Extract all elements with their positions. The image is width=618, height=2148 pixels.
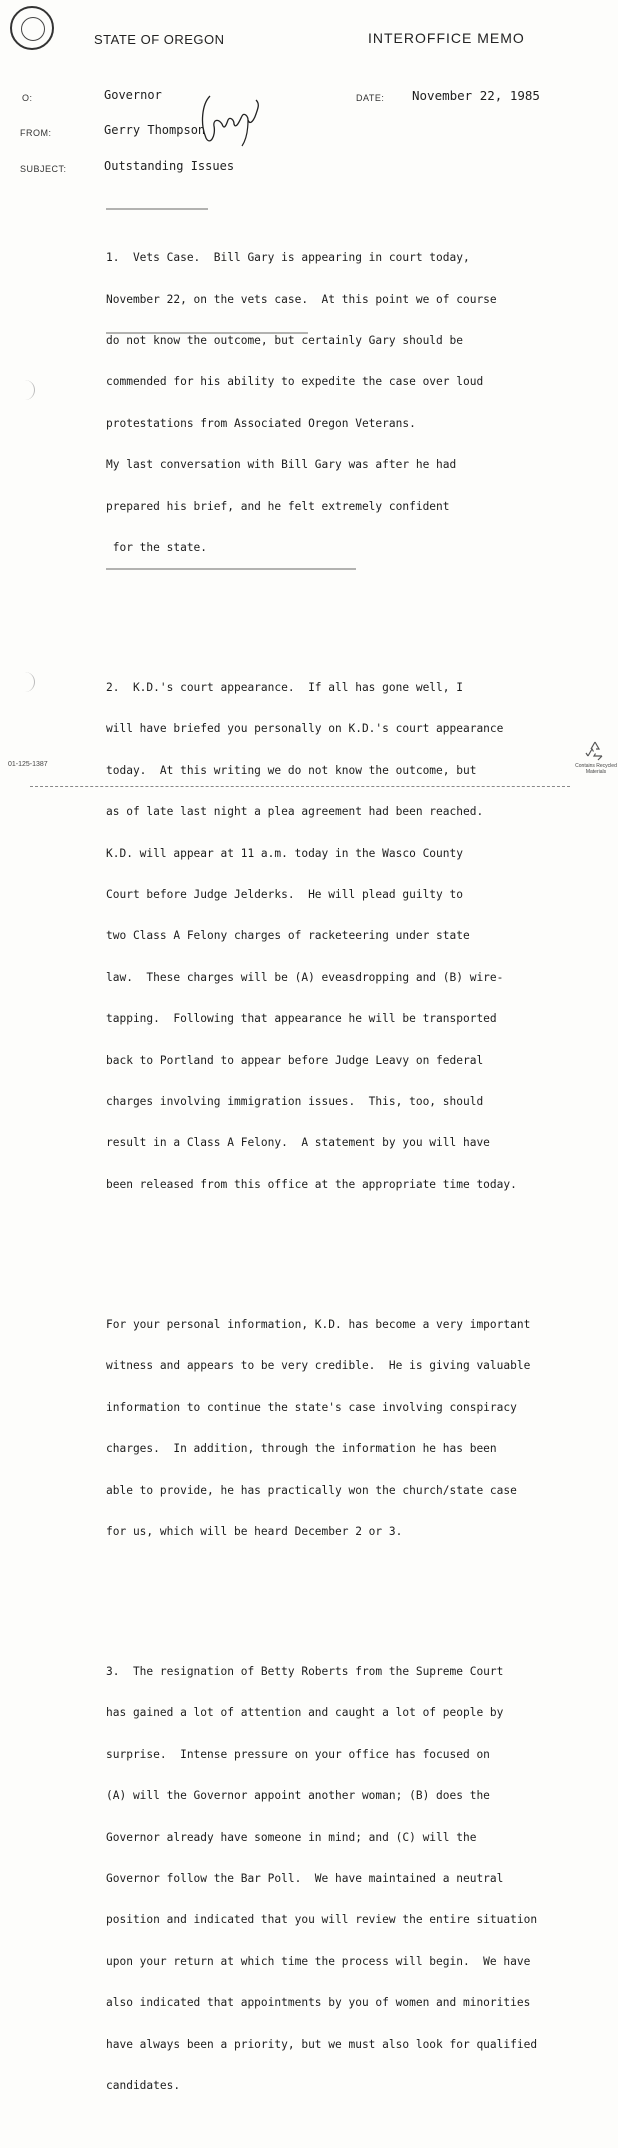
body-line: charges involving immigration issues. This, too, should — [106, 1095, 484, 1108]
body-line: 1. Vets Case. Bill Gary is appearing in court today, — [106, 251, 470, 265]
body-line: upon your return at which time the process will begin. We have — [106, 1954, 531, 1968]
paragraph-personal-information — [106, 1290, 606, 1566]
subject-value: Outstanding Issues — [104, 159, 235, 173]
agency-name: STATE OF OREGON — [94, 32, 225, 47]
recycle-icon — [584, 740, 606, 762]
body-line: law. These charges will be (A) eveasdropping and (B) wire- — [106, 970, 504, 984]
body-line: witness and appears to be very credible. He is giving valuable — [106, 1359, 531, 1373]
body-line: tapping. Following that appearance he will be transported — [106, 1012, 497, 1026]
recycle-notice: Contains Recycled Materials — [575, 763, 617, 775]
body-line: for us, which will be heard December 2 or 3. — [106, 1524, 403, 1538]
body-line: Governor already have someone in mind; and (C) will the — [106, 1830, 477, 1844]
body-line: today. At this writing we do not know the outcome, but — [106, 763, 477, 777]
body-line: have always been a priority, but we must also look for qualified — [106, 2037, 538, 2051]
body-line: Court before Judge Jelderks. He will plead guilty to — [106, 888, 463, 902]
body-line: will have briefed you personally on K.D.'s court appearance — [106, 722, 504, 736]
body-line: candidates. — [106, 2078, 181, 2092]
body-line: position and indicated that you will review the entire situation — [106, 1913, 538, 1927]
body-line: for the state. — [106, 540, 208, 554]
subject-label: SUBJECT: — [20, 164, 67, 174]
date-label: DATE: — [356, 93, 385, 103]
paragraph-betty-roberts-resignation — [106, 1637, 606, 2120]
body-line: result in a Class A Felony. A statement by you will have — [106, 1136, 490, 1150]
body-line: 3. The resignation of Betty Roberts from the Supreme Court — [106, 1665, 504, 1679]
body-line: has gained a lot of attention and caught a lot of people by — [106, 1706, 504, 1720]
body-line: My last conversation with Bill Gary was after he had — [106, 458, 457, 472]
to-label: O: — [22, 93, 33, 103]
body-line: able to provide, he has practically won the church/state case — [106, 1483, 517, 1497]
body-line: back to Portland to appear before Judge Leavy on federal — [106, 1053, 484, 1067]
body-line: Governor follow the Bar Poll. We have maintained a neutral — [106, 1872, 504, 1886]
bottom-edge-line — [30, 786, 570, 787]
form-number: 01-125-1387 — [8, 761, 48, 768]
body-line: protestations from Associated Oregon Veterans. — [106, 416, 416, 430]
body-line: charges. In addition, through the information he has been — [106, 1442, 497, 1456]
to-value: Governor — [104, 88, 162, 102]
from-value: Gerry Thompson — [104, 123, 206, 137]
document-type: INTEROFFICE MEMO — [368, 30, 525, 46]
body-line: For your personal information, K.D. has become a very important — [106, 1317, 531, 1331]
body-line: K.D. will appear at 11 a.m. today in the Wasco County — [106, 846, 463, 860]
heading-underlines — [0, 0, 618, 800]
body-line: also indicated that appointments by you of women and minorities — [106, 1996, 531, 2010]
date-value: November 22, 1985 — [412, 88, 540, 103]
body-line: commended for his ability to expedite the case over loud — [106, 375, 484, 389]
body-line: information to continue the state's case involving conspiracy — [106, 1400, 517, 1414]
body-line: been released from this office at the appropriate time today. — [106, 1177, 517, 1191]
body-line: November 22, on the vets case. At this point we of course — [106, 292, 497, 306]
body-line: (A) will the Governor appoint another woman; (B) does the — [106, 1789, 490, 1803]
body-line: surprise. Intense pressure on your office has focused on — [106, 1747, 490, 1761]
body-line: do not know the outcome, but certainly Gary should be — [106, 333, 463, 347]
body-line: prepared his brief, and he felt extremely confident — [106, 499, 450, 513]
body-line: 2. K.D.'s court appearance. If all has gone well, I — [106, 681, 463, 695]
from-label: FROM: — [20, 128, 52, 138]
body-line: as of late last night a plea agreement had been reached. — [106, 805, 484, 819]
body-line: two Class A Felony charges of racketeering under state — [106, 929, 470, 943]
